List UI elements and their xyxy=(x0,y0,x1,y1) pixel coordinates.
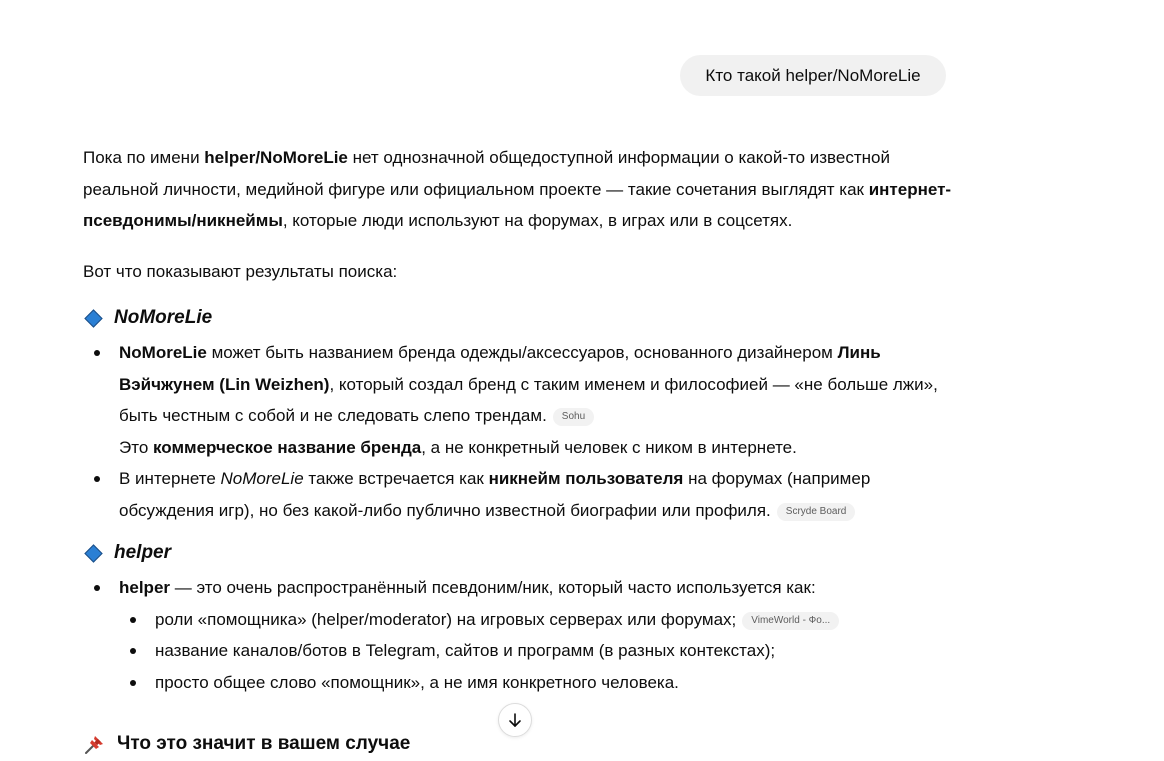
sub-list-item xyxy=(155,604,963,636)
text: , а не конкретный человек с ником в интернете. xyxy=(421,437,797,457)
bold-text: helper/NoMoreLie xyxy=(204,148,348,167)
pushpin-icon xyxy=(83,732,107,756)
nomorelie-list xyxy=(83,337,963,526)
text: , который создал бренд с таким именем и философией — «не больше лжи», быть честным с собой и не следовать слепо трендам. xyxy=(119,374,938,425)
source-chip[interactable]: Sohu xyxy=(553,408,594,426)
intro-paragraph xyxy=(83,142,963,237)
italic-text: NoMoreLie xyxy=(220,469,304,488)
user-message-text: Кто такой helper/NoMoreLie xyxy=(705,65,921,85)
helper-sub-list xyxy=(119,604,963,699)
section-heading-nomorelie xyxy=(83,303,963,333)
section-heading-helper xyxy=(83,538,963,568)
search-results-intro: Вот что показывают результаты поиска: xyxy=(83,261,398,281)
bold-text: коммерческое название бренда xyxy=(153,437,422,457)
text: название каналов/ботов в Telegram, сайтов и программ (в разных контекстах); xyxy=(155,641,776,660)
blue-diamond-icon xyxy=(84,309,102,327)
source-chip[interactable]: VimeWorld - Фо... xyxy=(742,612,839,630)
final-section-heading xyxy=(83,729,410,759)
text: нет однозначной общедоступной информации о какой-то известной реальной личности, медийной фигуре или официальном проекте — такие сочетания выглядят как xyxy=(83,148,890,199)
text: на форумах (например обсуждения игр), но без какой-либо публично известной биографии или профиля. xyxy=(119,469,871,520)
text: роли «помощника» (helper/moderator) на игровых серверах или форумах; xyxy=(155,609,737,629)
list-item xyxy=(119,463,963,526)
list-item xyxy=(119,572,963,698)
bold-text: Линь Вэйчжунем (Lin Weizhen) xyxy=(119,343,881,394)
arrow-down-icon xyxy=(507,712,523,728)
text: Пока по имени xyxy=(83,148,205,167)
blue-diamond-icon xyxy=(84,544,102,562)
bold-text: NoMoreLie xyxy=(119,343,207,362)
bold-text: никнейм пользователя xyxy=(488,469,684,488)
assistant-answer xyxy=(83,142,963,698)
section-title: helper xyxy=(114,542,172,564)
text: , которые люди используют на форумах, в играх или в соцсетях. xyxy=(282,211,793,230)
helper-list xyxy=(83,572,963,698)
scroll-to-bottom-button[interactable] xyxy=(498,703,532,737)
text: Это xyxy=(119,437,153,457)
final-heading-text: Что это значит в вашем случае xyxy=(117,733,411,754)
source-chip[interactable]: Scryde Board xyxy=(777,503,856,521)
list-item xyxy=(119,337,963,463)
user-message-bubble xyxy=(680,55,946,96)
sub-list-item xyxy=(155,635,963,667)
bold-text: интернет-псевдонимы/никнеймы xyxy=(83,179,952,230)
text: просто общее слово «помощник», а не имя конкретного человека. xyxy=(155,672,679,692)
text: может быть названием бренда одежды/аксессуаров, основанного дизайнером xyxy=(206,343,838,362)
sub-list-item xyxy=(155,667,963,699)
text: — это очень распространённый псевдоним/ник, который часто используется как: xyxy=(170,578,816,597)
spacer xyxy=(83,526,963,538)
bold-text: helper xyxy=(119,578,171,597)
section-title: NoMoreLie xyxy=(114,307,213,329)
text: В интернете xyxy=(119,469,221,488)
text: также встречается как xyxy=(303,469,489,488)
